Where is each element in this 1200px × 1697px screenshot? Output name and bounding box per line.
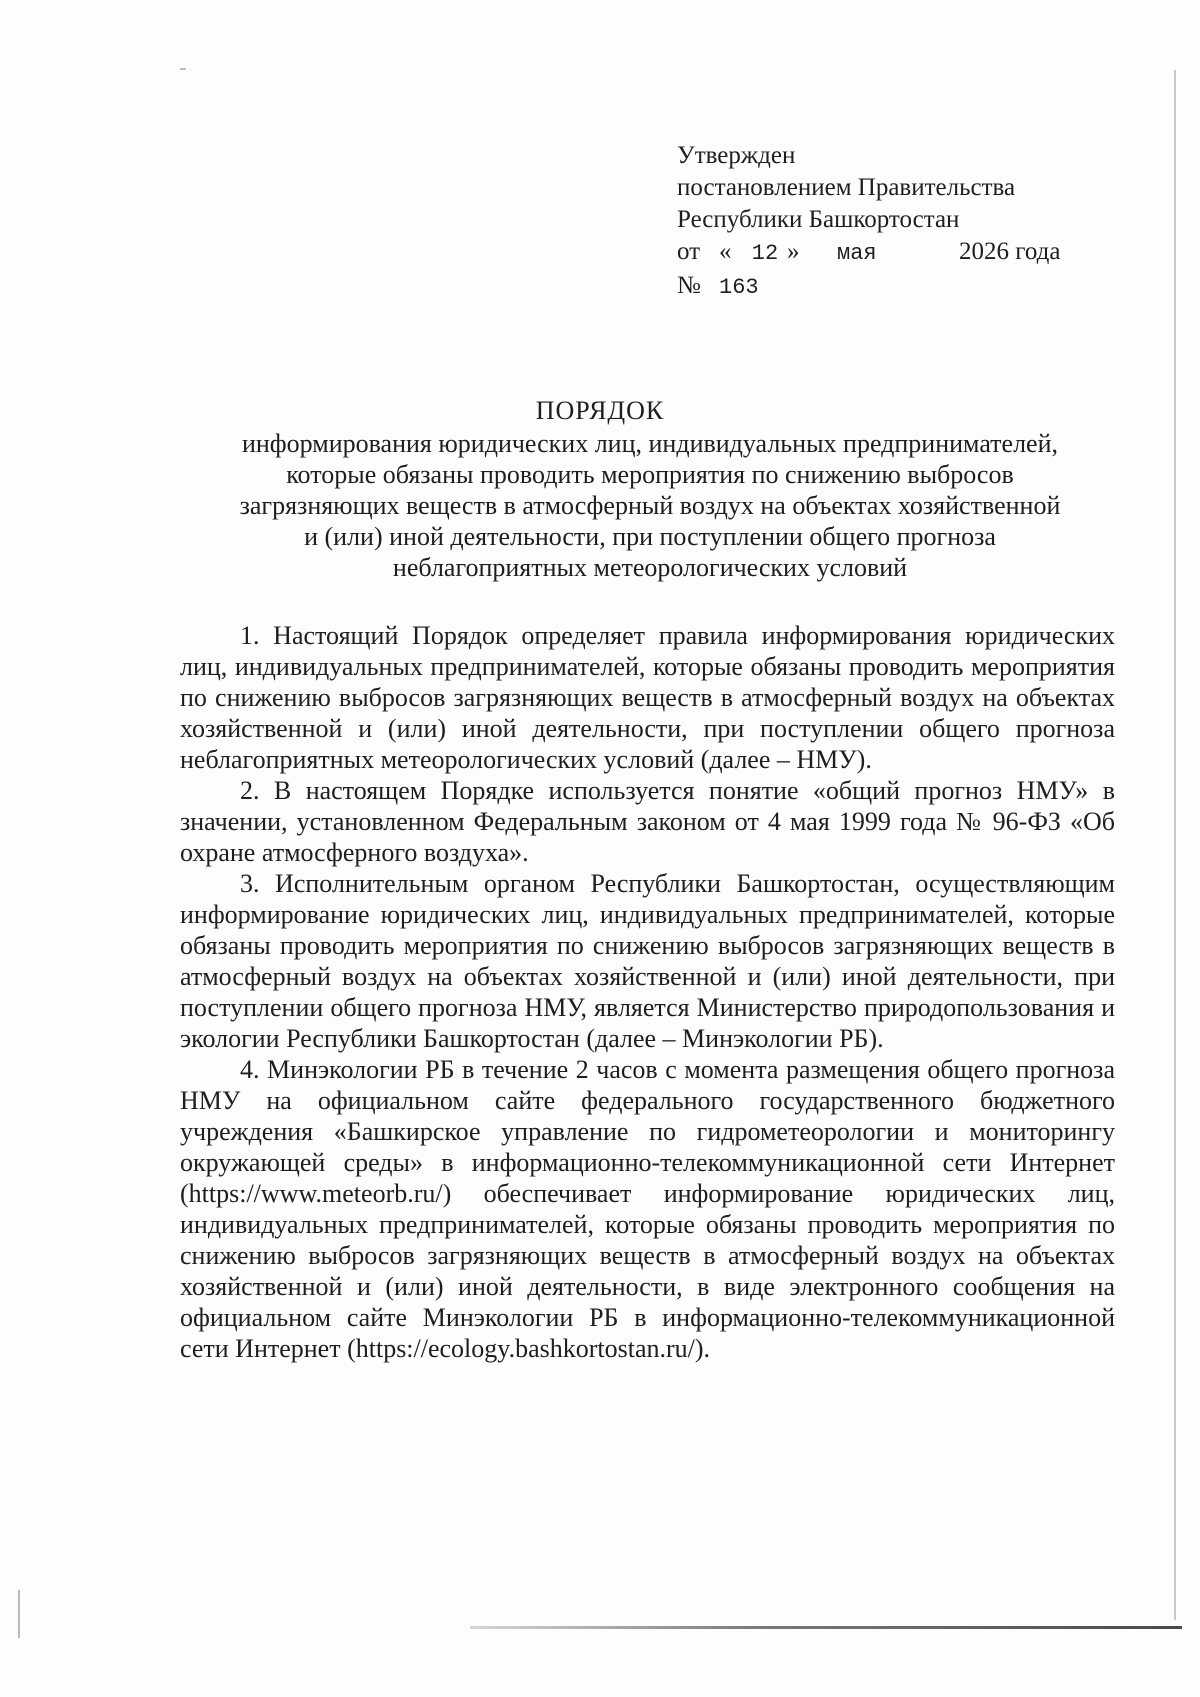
document-title: ПОРЯДОК [535,396,665,425]
subtitle-line: загрязняющих веществ в атмосферный воздух на объектах хозяйственной [239,491,1061,520]
document-subtitle [170,428,1130,583]
number-sign: № [677,272,701,299]
date-prefix: от [677,238,701,265]
subtitle-line: и (или) иной деятельности, при поступлении общего прогноза [304,522,996,551]
scan-edge-right [1174,70,1176,1620]
date-open-quote: « [719,238,732,265]
approval-block [677,140,1117,304]
subtitle-line: неблагоприятных метеорологических условий [392,553,908,582]
date-day: 12 [751,241,779,266]
approval-line-resolution: постановлением Правительства [677,174,1016,201]
approval-line-republic: Республики Башкортостан [677,206,960,233]
approval-number [677,270,1117,304]
paragraph-1: 1. Настоящий Порядок определяет правила информирования юридических лиц, индивидуальных предпринимателей, которые обязаны проводить мероприятия по снижению выбросов загрязняющих веществ в атмосферный воздух на объектах хозяйственной и (или) иной деятельности, при поступлении общего прогноза неблагоприятных метеорологических условий (далее – НМУ). [180,621,1115,774]
scan-edge-left [18,1590,20,1638]
subtitle-line: которые обязаны проводить мероприятия по снижению выбросов [286,460,1014,489]
approval-date [677,236,1117,270]
scan-bottom-line [470,1626,1182,1629]
date-month: мая [837,241,877,266]
document-body [180,620,1115,1364]
date-close-quote: » [787,238,800,265]
paragraph-2: 2. В настоящем Порядке используется понятие «общий прогноз НМУ» в значении, установленном Федеральным законом от 4 мая 1999 года № 96-ФЗ «Об охране атмосферного воздуха». [180,776,1115,867]
scan-speck [180,68,186,70]
paragraph-3: 3. Исполнительным органом Республики Башкортостан, осуществляющим информирование юридических лиц, индивидуальных предпринимателей, которые обязаны проводить мероприятия по снижению выбросов загрязняющих веществ в атмосферный воздух на объектах хозяйственной и (или) иной деятельности, при поступлении общего прогноза НМУ, является Министерство природопользования и экологии Республики Башкортостан (далее – Минэкологии РБ). [180,869,1115,1053]
number-value: 163 [719,275,759,300]
subtitle-line: информирования юридических лиц, индивидуальных предпринимателей, [241,429,1059,458]
date-year: 2026 года [959,238,1061,265]
paragraph-4: 4. Минэкологии РБ в течение 2 часов с момента размещения общего прогноза НМУ на официальном сайте федерального государственного бюджетного учреждения «Башкирское управление по гидрометеорологии и мониторингу окружающей среды» в информационно-телекоммуникационной сети Интернет (https://www.meteorb.ru/) обеспечивает информирование юридических лиц, индивидуальных предпринимателей, которые обязаны проводить мероприятия по снижению выбросов загрязняющих веществ в атмосферный воздух на объектах хозяйственной и (или) иной деятельности, в виде электронного сообщения на официальном сайте Минэкологии РБ в информационно-телекоммуникационной сети Интернет (https://ecology.bashkortostan.ru/). [180,1055,1115,1363]
approval-line-approved: Утвержден [677,142,796,169]
